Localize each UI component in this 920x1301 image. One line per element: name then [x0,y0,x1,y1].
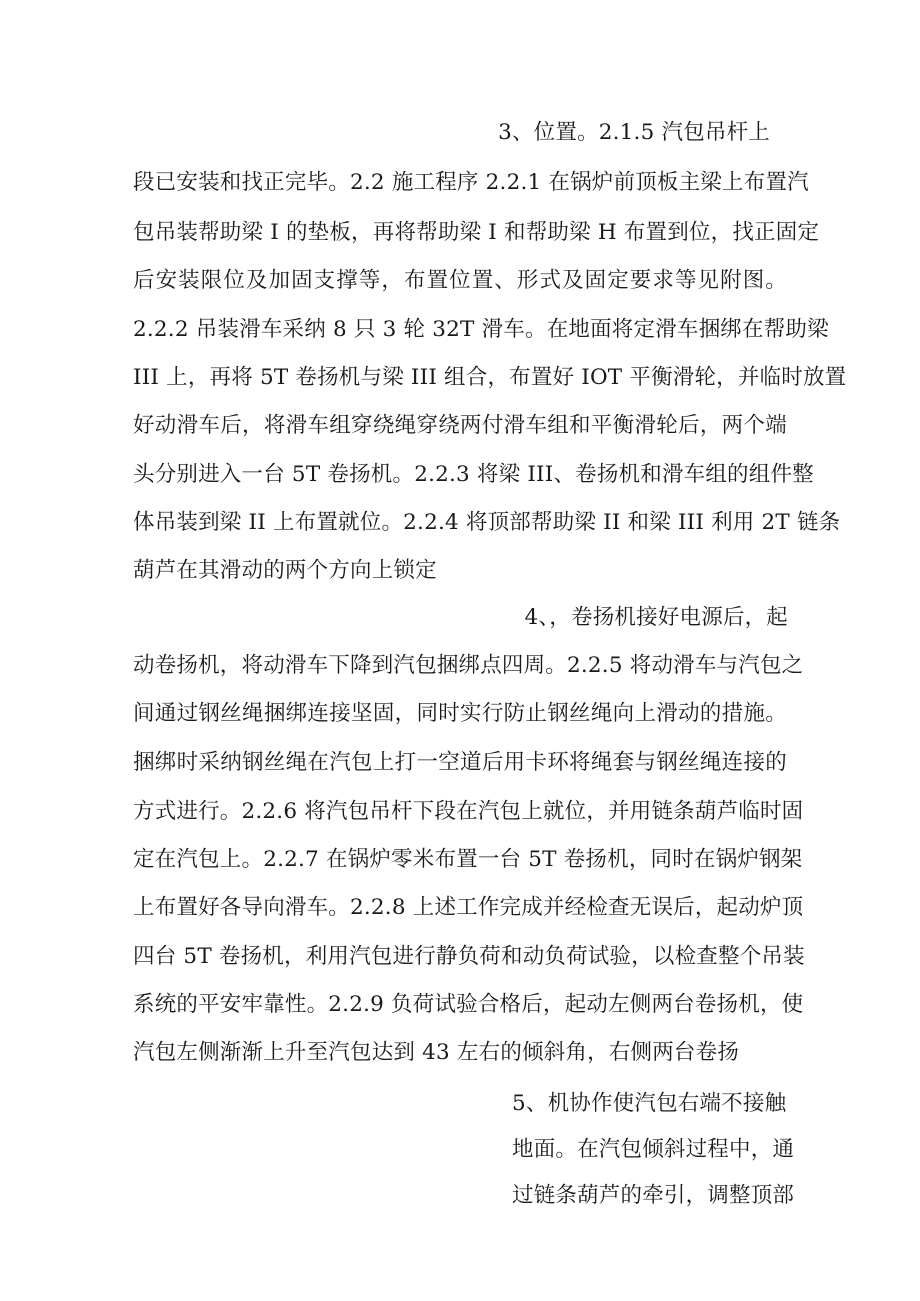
text-line: 包吊装帮助梁 I 的垫板，再将帮助梁 I 和帮助梁 H 布置到位，找正固定 [133,220,820,245]
section-5-line: 过链条葫芦的牵引，调整顶部 [512,1183,795,1208]
text-line: 间通过钢丝绳捆绑连接坚固，同时实行防止钢丝绳向上滑动的措施。 [133,701,787,726]
text-line: III 上，再将 5T 卷扬机与梁 III 组合，布置好 IOT 平衡滑轮，并临时放置 [133,365,847,390]
text-line: 后安装限位及加固支撑等，布置位置、形式及固定要求等见附图。 [133,268,787,293]
section-3-heading: 3、位置。2.1.5 汽包吊杆上 [498,120,770,145]
text-line: 2.2.2 吊装滑车采纳 8 只 3 轮 32T 滑车。在地面将定滑车捆绑在帮助梁 [133,317,829,342]
text-line: 定在汽包上。2.2.7 在锅炉零米布置一台 5T 卷扬机，同时在锅炉钢架 [133,847,803,872]
text-line: 葫芦在其滑动的两个方向上锁定 [133,558,437,583]
text-line: 方式进行。2.2.6 将汽包吊杆下段在汽包上就位，并用链条葫芦临时固 [133,799,804,824]
text-line: 体吊装到梁 II 上布置就位。2.2.4 将顶部帮助梁 II 和梁 III 利用 2T 链条 [133,510,841,535]
text-line: 汽包左侧渐渐上升至汽包达到 43 左右的倾斜角，右侧两台卷扬 [133,1040,740,1065]
text-line: 上布置好各导向滑车。2.2.8 上述工作完成并经检查无误后，起动炉顶 [133,895,804,920]
text-line: 段已安装和找正完毕。2.2 施工程序 2.2.1 在锅炉前顶板主梁上布置汽 [133,170,809,195]
section-5-line: 5、机协作使汽包右端不接触 [512,1091,787,1116]
section-4-heading: 4、，卷扬机接好电源后，起 [524,605,788,630]
text-line: 系统的平安牢靠性。2.2.9 负荷试验合格后，起动左侧两台卷扬机，使 [133,992,804,1017]
text-line: 头分别进入一台 5T 卷扬机。2.2.3 将梁 III、卷扬机和滑车组的组件整 [133,462,814,487]
text-line: 好动滑车后，将滑车组穿绕绳穿绕两付滑车组和平衡滑轮后，两个端 [133,413,787,438]
text-line: 捆绑时采纳钢丝绳在汽包上打一空道后用卡环将绳套与钢丝绳连接的 [133,750,787,775]
text-line: 四台 5T 卷扬机，利用汽包进行静负荷和动负荷试验，以检查整个吊装 [133,944,805,969]
text-line: 动卷扬机，将动滑车下降到汽包捆绑点四周。2.2.5 将动滑车与汽包之 [133,653,804,678]
section-5-line: 地面。在汽包倾斜过程中，通 [512,1137,795,1162]
